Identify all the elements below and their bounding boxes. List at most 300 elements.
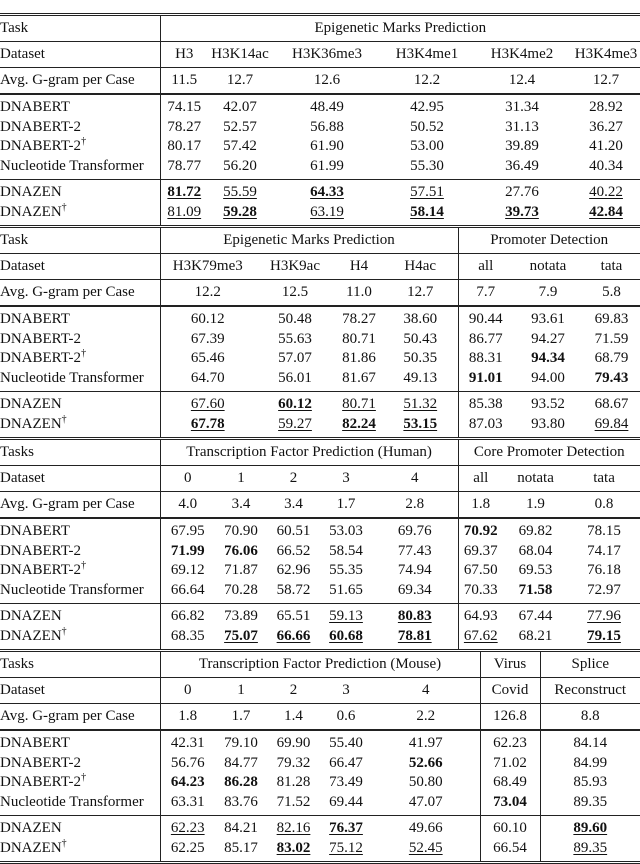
dataset-name: tata	[568, 466, 640, 492]
score-value: 83.76	[224, 793, 258, 810]
score-cell	[372, 839, 480, 863]
score-value: 56.20	[223, 157, 257, 174]
score-cell	[255, 392, 335, 415]
baseline-row	[0, 157, 640, 180]
task-label: Tasks	[0, 651, 160, 678]
score-value: 81.72	[167, 184, 202, 201]
score-cell	[267, 561, 320, 581]
task-header-row	[0, 227, 640, 254]
avg-value: 12.4	[472, 68, 572, 95]
dataset-name: 0	[160, 466, 215, 492]
score-cell	[267, 730, 320, 754]
score-cell	[160, 349, 255, 369]
score-value: 68.35	[170, 627, 205, 644]
avg-value: 0.8	[568, 492, 640, 519]
dataset-label: Dataset	[0, 678, 160, 704]
model-name	[0, 730, 160, 754]
model-name-text: DNABERT	[0, 99, 70, 116]
score-value: 81.86	[342, 350, 376, 367]
score-value: 73.04	[493, 793, 527, 810]
score-cell	[320, 561, 372, 581]
score-cell	[320, 604, 372, 627]
task-header-row	[0, 651, 640, 678]
score-cell	[503, 581, 568, 604]
score-cell	[372, 542, 458, 562]
score-cell	[458, 561, 503, 581]
score-value: 70.33	[463, 581, 498, 598]
score-cell	[160, 137, 208, 157]
score-value: 84.14	[573, 735, 608, 752]
score-cell	[208, 94, 272, 118]
score-cell	[272, 180, 382, 203]
avg-value: 12.7	[383, 280, 458, 307]
model-name	[0, 369, 160, 392]
score-value: 72.97	[587, 581, 621, 598]
score-cell	[215, 773, 267, 793]
score-value: 93.80	[531, 415, 565, 432]
score-value: 55.59	[223, 184, 257, 201]
score-value: 66.82	[170, 608, 205, 625]
score-cell	[335, 392, 383, 415]
score-cell	[320, 581, 372, 604]
score-cell	[215, 816, 267, 839]
score-value: 66.64	[170, 581, 205, 598]
avg-value: 5.8	[583, 280, 640, 307]
dnazen-row	[0, 203, 640, 226]
score-cell	[458, 369, 513, 392]
score-cell	[215, 754, 267, 774]
score-value: 66.52	[276, 542, 311, 559]
model-name-text: DNABERT	[0, 523, 70, 540]
score-value: 55.40	[329, 735, 363, 752]
baseline-row	[0, 330, 640, 350]
score-cell	[572, 137, 640, 157]
score-value: 64.93	[463, 608, 498, 625]
score-cell	[320, 627, 372, 650]
score-cell	[458, 627, 503, 650]
baseline-row	[0, 561, 640, 581]
score-cell	[208, 157, 272, 180]
score-value: 77.43	[397, 542, 432, 559]
score-cell	[215, 604, 267, 627]
score-value: 50.80	[408, 774, 443, 791]
baseline-row	[0, 581, 640, 604]
avg-value: 8.8	[540, 704, 640, 731]
score-value: 69.84	[594, 415, 629, 432]
score-cell	[215, 581, 267, 604]
score-cell	[572, 118, 640, 138]
score-value: 79.10	[224, 735, 258, 752]
score-cell	[480, 816, 540, 839]
model-name	[0, 330, 160, 350]
dataset-name: notata	[513, 254, 583, 280]
score-cell	[503, 542, 568, 562]
score-cell	[272, 137, 382, 157]
score-cell	[160, 839, 215, 863]
score-cell	[208, 137, 272, 157]
results-table-1	[0, 13, 640, 225]
score-value: 88.31	[468, 350, 503, 367]
score-value: 53.15	[403, 415, 438, 432]
dataset-name: notata	[503, 466, 568, 492]
score-value: 74.15	[167, 99, 202, 116]
score-cell	[160, 330, 255, 350]
score-cell	[458, 518, 503, 542]
avg-label: Avg. G-gram per Case	[0, 492, 160, 519]
score-value: 93.52	[531, 396, 565, 413]
baseline-row	[0, 773, 640, 793]
score-value: 64.23	[170, 774, 205, 791]
results-table-4	[0, 649, 640, 864]
score-cell	[458, 581, 503, 604]
dagger-mark: †	[81, 772, 87, 784]
score-cell	[472, 203, 572, 226]
task-group-header: Transcription Factor Prediction (Human)	[160, 439, 458, 466]
score-cell	[320, 816, 372, 839]
dataset-name: 4	[372, 678, 480, 704]
score-cell	[215, 561, 267, 581]
score-value: 71.59	[594, 330, 629, 347]
score-value: 62.23	[493, 735, 527, 752]
dataset-name: H3K79me3	[160, 254, 255, 280]
score-value: 83.02	[276, 839, 311, 856]
score-value: 76.18	[587, 562, 621, 579]
score-cell	[480, 730, 540, 754]
score-value: 59.28	[223, 203, 257, 220]
score-value: 39.89	[505, 138, 539, 155]
score-cell	[583, 330, 640, 350]
dataset-header-row	[0, 466, 640, 492]
model-name	[0, 604, 160, 627]
score-value: 78.81	[397, 627, 432, 644]
avg-ggram-row	[0, 492, 640, 519]
score-cell	[540, 793, 640, 816]
score-value: 75.12	[329, 839, 363, 856]
model-name-text: DNAZEN	[0, 608, 62, 625]
score-cell	[335, 369, 383, 392]
baseline-row	[0, 369, 640, 392]
model-name	[0, 542, 160, 562]
score-cell	[472, 94, 572, 118]
score-cell	[503, 518, 568, 542]
avg-value: 1.8	[458, 492, 503, 519]
model-name-text: DNABERT-2	[0, 138, 82, 155]
dnazen-row	[0, 627, 640, 650]
score-cell	[160, 604, 215, 627]
score-value: 58.14	[410, 203, 444, 220]
task-header-row	[0, 15, 640, 42]
score-cell	[382, 157, 472, 180]
dataset-name: all	[458, 466, 503, 492]
dataset-name: H3K4me1	[382, 42, 472, 68]
results-table-3	[0, 437, 640, 649]
score-value: 41.20	[589, 138, 623, 155]
score-value: 31.13	[505, 118, 539, 135]
score-cell	[267, 773, 320, 793]
dagger-mark: †	[81, 136, 87, 148]
score-value: 60.51	[276, 523, 311, 540]
dataset-name: H3K14ac	[208, 42, 272, 68]
model-name-text: DNAZEN	[0, 820, 62, 837]
score-cell	[540, 773, 640, 793]
score-value: 50.52	[410, 118, 444, 135]
score-value: 69.12	[170, 562, 205, 579]
dagger-mark: †	[81, 560, 87, 572]
score-cell	[472, 137, 572, 157]
score-value: 71.99	[170, 542, 205, 559]
score-cell	[372, 754, 480, 774]
model-name	[0, 157, 160, 180]
score-value: 69.83	[594, 311, 629, 328]
score-cell	[267, 793, 320, 816]
dataset-name: H3K9ac	[255, 254, 335, 280]
baseline-row	[0, 349, 640, 369]
avg-value: 11.5	[160, 68, 208, 95]
baseline-row	[0, 542, 640, 562]
score-value: 71.58	[518, 581, 553, 598]
score-cell	[372, 561, 458, 581]
model-name-text: DNABERT-2	[0, 542, 82, 559]
dataset-header-row	[0, 42, 640, 68]
avg-value: 11.0	[335, 280, 383, 307]
score-cell	[160, 369, 255, 392]
score-cell	[335, 330, 383, 350]
score-value: 89.35	[573, 839, 608, 856]
score-cell	[503, 561, 568, 581]
score-cell	[160, 773, 215, 793]
score-cell	[372, 816, 480, 839]
score-cell	[208, 180, 272, 203]
score-cell	[335, 415, 383, 438]
dnazen-row	[0, 392, 640, 415]
model-name	[0, 816, 160, 839]
model-name-text: DNABERT	[0, 735, 70, 752]
score-value: 82.24	[342, 415, 376, 432]
score-value: 74.17	[587, 542, 621, 559]
score-cell	[335, 349, 383, 369]
score-value: 63.31	[170, 793, 205, 810]
score-value: 67.78	[190, 415, 225, 432]
task-group-header: Promoter Detection	[458, 227, 640, 254]
score-value: 69.37	[463, 542, 498, 559]
model-name	[0, 773, 160, 793]
score-value: 61.90	[310, 138, 344, 155]
avg-value: 12.2	[160, 280, 255, 307]
model-name	[0, 94, 160, 118]
score-value: 76.06	[224, 542, 258, 559]
score-cell	[383, 330, 458, 350]
score-value: 69.34	[397, 581, 432, 598]
score-value: 67.60	[190, 396, 225, 413]
score-cell	[160, 415, 255, 438]
score-cell	[160, 816, 215, 839]
score-cell	[568, 561, 640, 581]
score-cell	[540, 730, 640, 754]
score-value: 68.49	[493, 774, 527, 791]
dataset-label: Dataset	[0, 42, 160, 68]
dataset-name: Reconstruct	[540, 678, 640, 704]
model-name-text: Nucleotide Transformer	[0, 157, 144, 174]
score-value: 69.44	[329, 793, 363, 810]
score-value: 55.35	[329, 562, 363, 579]
avg-value: 3.4	[215, 492, 267, 519]
score-value: 89.60	[573, 820, 608, 837]
score-value: 66.66	[276, 627, 311, 644]
score-value: 66.47	[329, 754, 363, 771]
score-cell	[267, 518, 320, 542]
score-value: 55.30	[410, 157, 444, 174]
score-value: 84.77	[224, 754, 258, 771]
score-cell	[215, 839, 267, 863]
score-cell	[215, 542, 267, 562]
dataset-name: 1	[215, 466, 267, 492]
baseline-row	[0, 118, 640, 138]
score-value: 84.21	[224, 820, 258, 837]
score-cell	[267, 627, 320, 650]
score-value: 52.45	[408, 839, 443, 856]
score-value: 57.07	[278, 350, 312, 367]
avg-value: 1.7	[320, 492, 372, 519]
task-group-header: Core Promoter Detection	[458, 439, 640, 466]
score-cell	[383, 306, 458, 330]
score-value: 63.19	[310, 203, 344, 220]
score-cell	[320, 754, 372, 774]
model-name-text: DNABERT-2	[0, 330, 82, 347]
score-value: 75.07	[224, 627, 258, 644]
score-cell	[372, 627, 458, 650]
score-value: 87.03	[468, 415, 503, 432]
dataset-name: tata	[583, 254, 640, 280]
score-value: 70.92	[463, 523, 498, 540]
dataset-label: Dataset	[0, 254, 160, 280]
task-label: Tasks	[0, 439, 160, 466]
score-value: 56.76	[170, 754, 205, 771]
score-cell	[372, 604, 458, 627]
avg-value: 2.2	[372, 704, 480, 731]
score-value: 62.96	[276, 562, 311, 579]
dataset-name: all	[458, 254, 513, 280]
score-cell	[572, 94, 640, 118]
score-value: 67.39	[190, 330, 225, 347]
score-cell	[160, 627, 215, 650]
score-cell	[572, 203, 640, 226]
dataset-name: 3	[320, 466, 372, 492]
score-cell	[503, 627, 568, 650]
baseline-row	[0, 730, 640, 754]
score-value: 90.44	[468, 311, 503, 328]
avg-label: Avg. G-gram per Case	[0, 280, 160, 307]
score-cell	[272, 157, 382, 180]
score-value: 56.01	[278, 369, 312, 386]
dataset-header-row	[0, 254, 640, 280]
score-value: 51.65	[329, 581, 363, 598]
score-value: 78.27	[167, 118, 202, 135]
model-name	[0, 137, 160, 157]
score-cell	[583, 369, 640, 392]
score-value: 51.32	[403, 396, 438, 413]
score-cell	[215, 627, 267, 650]
score-cell	[472, 157, 572, 180]
score-value: 48.49	[310, 99, 344, 116]
score-cell	[382, 180, 472, 203]
score-cell	[458, 415, 513, 438]
avg-value: 126.8	[480, 704, 540, 731]
results-table-2	[0, 225, 640, 437]
score-cell	[583, 415, 640, 438]
score-value: 71.52	[276, 793, 311, 810]
model-name	[0, 518, 160, 542]
score-cell	[320, 839, 372, 863]
score-cell	[267, 839, 320, 863]
score-value: 40.34	[589, 157, 623, 174]
score-cell	[160, 518, 215, 542]
dataset-name: 3	[320, 678, 372, 704]
score-cell	[320, 793, 372, 816]
score-value: 94.00	[531, 369, 565, 386]
avg-value: 1.4	[267, 704, 320, 731]
score-value: 50.43	[403, 330, 438, 347]
score-value: 79.15	[587, 627, 621, 644]
score-cell	[335, 306, 383, 330]
score-cell	[372, 773, 480, 793]
task-group-header: Epigenetic Marks Prediction	[160, 15, 640, 42]
avg-value: 12.2	[382, 68, 472, 95]
model-name-text: DNAZEN	[0, 396, 62, 413]
score-value: 64.70	[190, 369, 225, 386]
score-cell	[513, 392, 583, 415]
model-name-text: Nucleotide Transformer	[0, 369, 144, 386]
avg-value: 0.6	[320, 704, 372, 731]
model-name-text: DNABERT-2	[0, 562, 82, 579]
avg-value: 1.9	[503, 492, 568, 519]
score-value: 77.96	[587, 608, 621, 625]
score-cell	[513, 349, 583, 369]
dataset-name: 0	[160, 678, 215, 704]
score-cell	[383, 369, 458, 392]
score-value: 76.37	[329, 820, 363, 837]
score-value: 84.99	[573, 754, 608, 771]
score-value: 71.87	[224, 562, 258, 579]
score-value: 70.90	[224, 523, 258, 540]
model-name-text: Nucleotide Transformer	[0, 581, 144, 598]
score-value: 57.51	[410, 184, 444, 201]
model-name-text: DNABERT-2	[0, 754, 82, 771]
avg-value: 1.8	[160, 704, 215, 731]
task-group-header: Epigenetic Marks Prediction	[160, 227, 458, 254]
avg-value: 12.6	[272, 68, 382, 95]
score-value: 56.88	[310, 118, 344, 135]
score-value: 58.54	[329, 542, 363, 559]
score-value: 61.99	[310, 157, 344, 174]
dagger-mark: †	[61, 837, 67, 849]
score-value: 69.53	[518, 562, 553, 579]
score-value: 89.35	[573, 793, 608, 810]
score-value: 52.57	[223, 118, 257, 135]
model-name-text: DNABERT-2	[0, 118, 82, 135]
avg-value: 12.7	[572, 68, 640, 95]
avg-value: 2.8	[372, 492, 458, 519]
score-value: 68.21	[518, 627, 553, 644]
model-name-text: DNAZEN	[0, 839, 62, 856]
score-cell	[272, 203, 382, 226]
score-value: 67.62	[463, 627, 498, 644]
score-value: 69.82	[518, 523, 553, 540]
avg-value: 12.5	[255, 280, 335, 307]
score-cell	[160, 157, 208, 180]
score-value: 59.27	[278, 415, 312, 432]
score-cell	[568, 542, 640, 562]
score-value: 94.27	[531, 330, 565, 347]
